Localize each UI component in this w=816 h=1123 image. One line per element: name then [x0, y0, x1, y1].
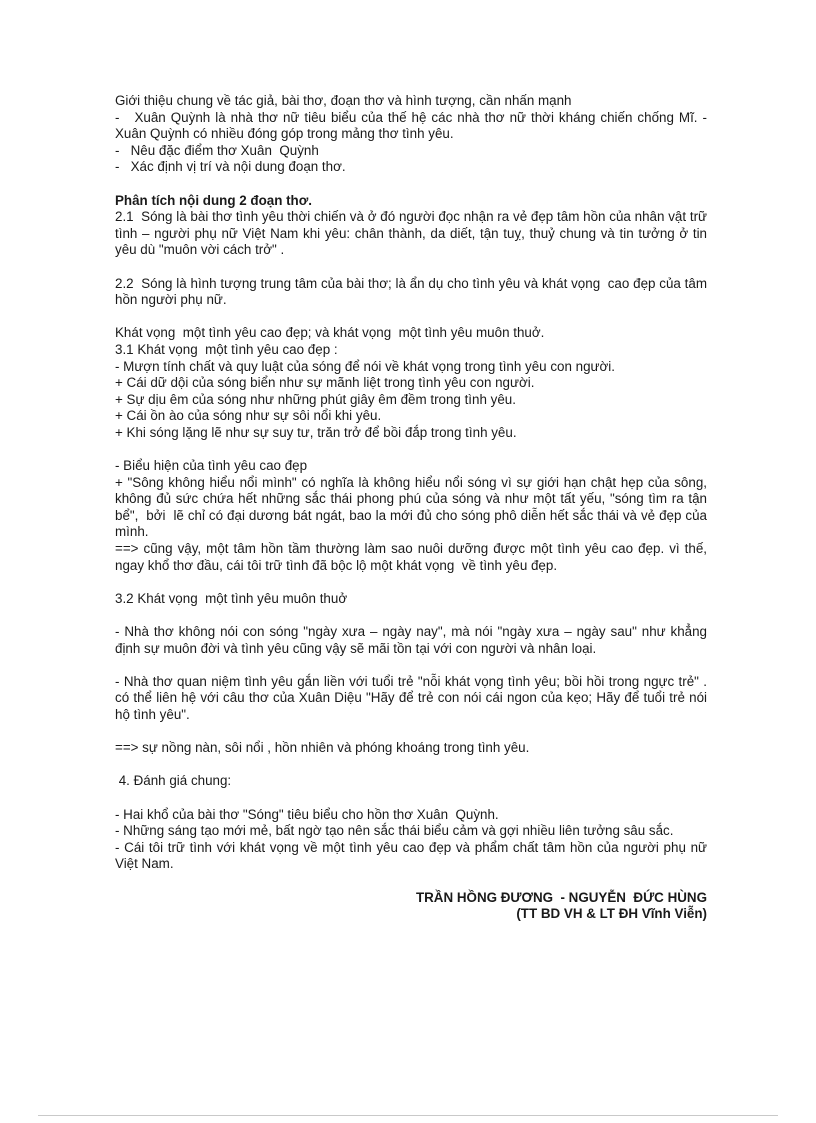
paragraph: 3.1 Khát vọng một tình yêu cao đẹp :	[115, 341, 338, 357]
paragraph: + Sự dịu êm của sóng như những phút giây êm đềm trong tình yêu.	[115, 391, 516, 407]
paragraph: 2.2 Sóng là hình tượng trung tâm của bài thơ; là ẩn dụ cho tình yêu và khát vọng cao đẹp của tâm hồn người phụ nữ.	[115, 275, 711, 308]
paragraph: + Cái ồn ào của sóng như sự sôi nổi khi yêu.	[115, 408, 382, 424]
document-body	[115, 93, 711, 923]
blank-line	[115, 259, 707, 276]
paragraph: - Nhà thơ quan niệm tình yêu gắn liền với tuổi trẻ "nỗi khát vọng tình yêu; bồi hồi trong ngực trẻ" . có thể liên hệ với câu thơ của Xuân Diệu "Hãy để trẻ con nói cái ngon của kẹo; Hãy để tuổi trẻ nói hộ tình yêu".	[115, 673, 711, 722]
paragraph: - Những sáng tạo mới mẻ, bất ngờ tạo nên sắc thái biểu cảm và gợi nhiều liên tưởng sâu sắc.	[115, 823, 674, 839]
paragraph: - Xuân Quỳnh là nhà thơ nữ tiêu biểu của thế hệ các nhà thơ nữ thời kháng chiến chống Mĩ. - Xuân Quỳnh có nhiều đóng góp trong mảng thơ tình yêu.	[115, 109, 711, 142]
blank-line	[115, 873, 707, 890]
paragraph: Phân tích nội dung 2 đoạn thơ.	[115, 192, 312, 208]
blank-line	[115, 757, 707, 774]
paragraph: ==> sự nồng nàn, sôi nổi , hồn nhiên và phóng khoáng trong tình yêu.	[115, 740, 530, 756]
paragraph: - Nhà thơ không nói con sóng "ngày xưa – ngày nay", mà nói "ngày xưa – ngày sau" như khẳng định sự muôn đời và tình yêu cũng vậy sẽ mãi tồn tại với con người và nhân loại.	[115, 624, 711, 656]
blank-line	[115, 724, 707, 741]
blank-line	[115, 607, 707, 624]
paragraph: - Biểu hiện của tình yêu cao đẹp	[115, 458, 308, 474]
blank-line	[115, 574, 707, 591]
paragraph: Khát vọng một tình yêu cao đẹp; và khát vọng một tình yêu muôn thuở.	[115, 325, 545, 341]
paragraph: + Cái dữ dội của sóng biển như sự mãnh liệt trong tình yêu con người.	[115, 375, 535, 391]
paragraph: + Khi sóng lặng lẽ như sự suy tư, trăn trở để bồi đắp trong tình yêu.	[115, 424, 517, 440]
paragraph: 4. Đánh giá chung:	[115, 773, 232, 789]
paragraph: - Mượn tính chất và quy luật của sóng để nói về khát vọng trong tình yêu con người.	[115, 358, 615, 374]
blank-line	[115, 657, 707, 674]
paragraph: - Xác định vị trí và nội dung đoạn thơ.	[115, 159, 346, 175]
paragraph: Giới thiệu chung về tác giả, bài thơ, đoạn thơ và hình tượng, cần nhấn mạnh	[115, 93, 572, 108]
blank-line	[115, 309, 707, 326]
signature-line: (TT BD VH & LT ĐH Vĩnh Viễn)	[516, 906, 707, 922]
paragraph: - Cái tôi trữ tình với khát vọng về một tình yêu cao đẹp và phẩm chất tâm hồn của người phụ nữ Việt Nam.	[115, 839, 711, 872]
paragraph: + "Sông không hiểu nổi mình" có nghĩa là không hiểu nổi sóng vì sự giới hạn chật hẹp của sông, không đủ sức chứa hết những sắc thái phong phú của sóng và như một tất yếu, "sóng tìm ra tận bể", bởi lẽ chỉ có đại dương bát ngát, bao la mới đủ cho sóng phô diễn hết sắc thái và vẻ đẹp của mình.	[115, 474, 711, 540]
page-bottom-edge	[38, 1115, 778, 1116]
paragraph: - Hai khổ của bài thơ "Sóng" tiêu biểu cho hồn thơ Xuân Quỳnh.	[115, 806, 499, 822]
paragraph: - Nêu đặc điểm thơ Xuân Quỳnh	[115, 142, 319, 158]
paragraph: 2.1 Sóng là bài thơ tình yêu thời chiến và ở đó người đọc nhận ra vẻ đẹp tâm hồn của nhân vật trữ tình – người phụ nữ Việt Nam khi yêu: chân thành, da diết, tận tuỵ, thuỷ chung và tin tưởng ở tin yêu dù "muôn vời cách trở" .	[115, 209, 711, 258]
blank-line	[115, 790, 707, 807]
paragraph: ==> cũng vậy, một tâm hồn tầm thường làm sao nuôi dưỡng được một tình yêu cao đẹp. vì thế, ngay khổ thơ đầu, cái tôi trữ tình đã bộc lộ một khát vọng về tình yêu đẹp.	[115, 541, 711, 573]
paragraph: 3.2 Khát vọng một tình yêu muôn thuở	[115, 590, 348, 606]
signature-line: TRẦN HỒNG ĐƯƠNG - NGUYỄN ĐỨC HÙNG	[415, 889, 707, 905]
blank-line	[115, 441, 707, 458]
blank-line	[115, 176, 707, 193]
